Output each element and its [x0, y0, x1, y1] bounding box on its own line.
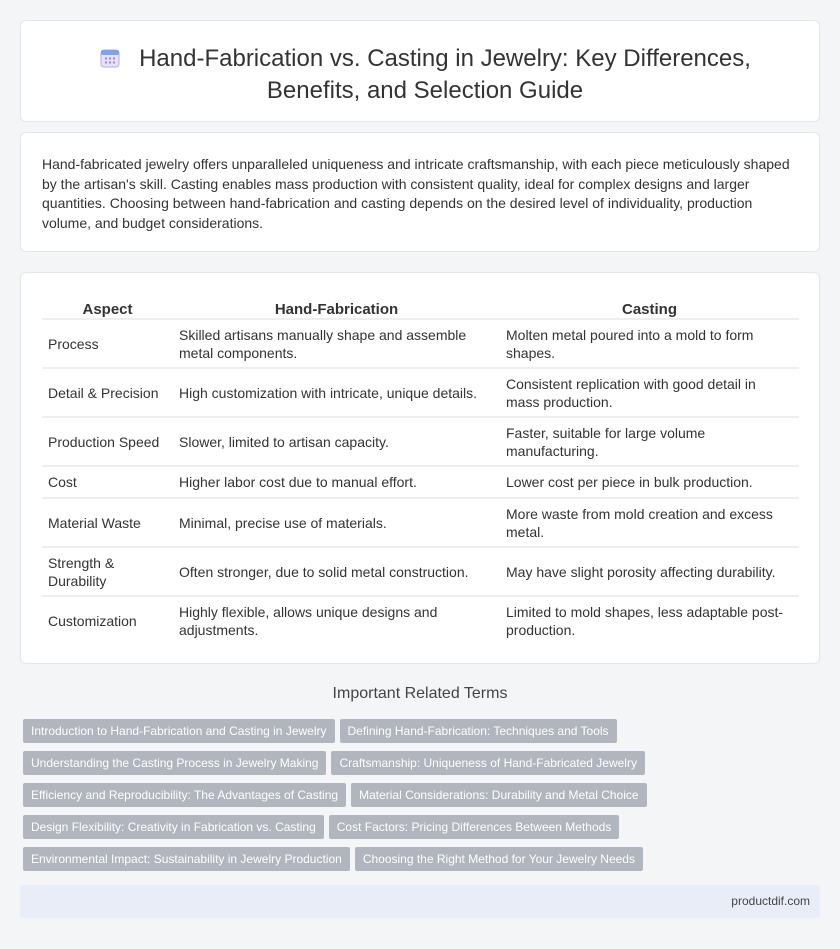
- cell-hand-fabrication: High customization with intricate, unique details.: [173, 368, 500, 417]
- related-term-tag[interactable]: Craftsmanship: Uniqueness of Hand-Fabricated Jewelry: [331, 751, 644, 775]
- intro-text: Hand-fabricated jewelry offers unparalleled uniqueness and intricate craftsmanship, with each piece meticulously shaped by the artisan's skill. Casting enables mass production with consistent quality, ideal for complex designs and larger quantities. Choosing between hand-fabrication and casting depends on the desired level of individuality, production volume, and budget considerations.: [42, 156, 790, 231]
- comparison-table-card: [20, 272, 820, 664]
- cell-casting: Molten metal poured into a mold to form shapes.: [500, 319, 799, 368]
- related-terms-list: [23, 719, 663, 879]
- cell-hand-fabrication: Often stronger, due to solid metal construction.: [173, 547, 500, 596]
- cell-aspect: Strength & Durability: [42, 547, 173, 596]
- cell-aspect: Material Waste: [42, 498, 173, 547]
- table-row: [42, 547, 799, 596]
- cell-casting: Faster, suitable for large volume manufacturing.: [500, 417, 799, 466]
- cell-hand-fabrication: Slower, limited to artisan capacity.: [173, 417, 500, 466]
- comparison-table: [42, 295, 799, 645]
- page-title: Hand-Fabrication vs. Casting in Jewelry: Key Differences, Benefits, and Selection Guide: [139, 45, 751, 104]
- related-term-tag[interactable]: Understanding the Casting Process in Jewelry Making: [23, 751, 326, 775]
- related-term-tag[interactable]: Efficiency and Reproducibility: The Advantages of Casting: [23, 783, 346, 807]
- table-row: [42, 368, 799, 417]
- table-row: [42, 466, 799, 498]
- footer-bar: [20, 885, 820, 918]
- header-casting: Casting: [500, 295, 799, 319]
- calendar-icon: [99, 46, 121, 68]
- page-title-container: [51, 43, 799, 107]
- cell-hand-fabrication: Higher labor cost due to manual effort.: [173, 466, 500, 498]
- cell-aspect: Production Speed: [42, 417, 173, 466]
- cell-hand-fabrication: Highly flexible, allows unique designs and adjustments.: [173, 596, 500, 645]
- table-header-row: [42, 295, 799, 319]
- related-term-tag[interactable]: Material Considerations: Durability and Metal Choice: [351, 783, 646, 807]
- related-term-tag[interactable]: Choosing the Right Method for Your Jewelry Needs: [355, 847, 643, 871]
- related-term-tag[interactable]: Defining Hand-Fabrication: Techniques and Tools: [340, 719, 617, 743]
- cell-casting: More waste from mold creation and excess metal.: [500, 498, 799, 547]
- cell-casting: Consistent replication with good detail in mass production.: [500, 368, 799, 417]
- related-term-tag[interactable]: Design Flexibility: Creativity in Fabrication vs. Casting: [23, 815, 324, 839]
- related-terms-title: Important Related Terms: [332, 685, 508, 702]
- intro-card: [20, 132, 820, 252]
- related-term-tag[interactable]: Cost Factors: Pricing Differences Between Methods: [329, 815, 620, 839]
- table-row: [42, 417, 799, 466]
- cell-aspect: Process: [42, 319, 173, 368]
- cell-aspect: Detail & Precision: [42, 368, 173, 417]
- table-row: [42, 319, 799, 368]
- cell-hand-fabrication: Skilled artisans manually shape and assemble metal components.: [173, 319, 500, 368]
- table-row: [42, 596, 799, 645]
- cell-casting: May have slight porosity affecting durability.: [500, 547, 799, 596]
- cell-aspect: Customization: [42, 596, 173, 645]
- cell-casting: Lower cost per piece in bulk production.: [500, 466, 799, 498]
- cell-aspect: Cost: [42, 466, 173, 498]
- header-aspect: Aspect: [42, 295, 173, 319]
- cell-hand-fabrication: Minimal, precise use of materials.: [173, 498, 500, 547]
- header-card: [20, 20, 820, 122]
- cell-casting: Limited to mold shapes, less adaptable post-production.: [500, 596, 799, 645]
- related-term-tag[interactable]: Introduction to Hand-Fabrication and Casting in Jewelry: [23, 719, 335, 743]
- table-row: [42, 498, 799, 547]
- header-hand-fabrication: Hand-Fabrication: [173, 295, 500, 319]
- related-term-tag[interactable]: Environmental Impact: Sustainability in Jewelry Production: [23, 847, 350, 871]
- footer-site-link[interactable]: productdif.com: [731, 894, 810, 908]
